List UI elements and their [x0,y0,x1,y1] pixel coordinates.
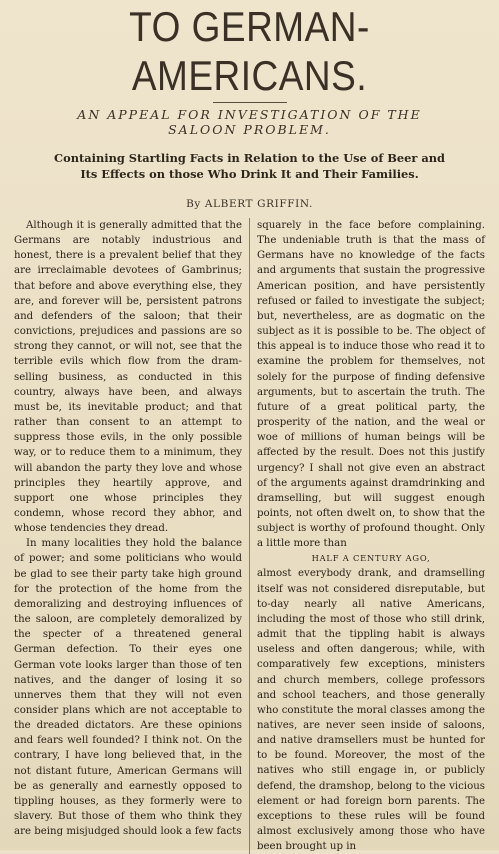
left-paragraph-1: Although it is generally admitted that the Germans are notably industrious and honest, there is a prevalent belief that they are irreclaimable devotees of Gambrinus; that before and above everything else, they are, and forever will be, persistent patrons and defenders of the saloon; that their convictions, prejudices and passions are so strong they cannot, or will not, see that the terrible evils which flow from the dram-selling business, as conducted in this country, always have been, and always must be, its inevitable product; and that rather than consent to an attempt to suppress those evils, in the only possible way, or to reduce them to a minimum, they will abandon the party they love and whose principles they heartily approve, and support one whose principles they condemn, whose record they abhor, and whose tendencies they dread. [14,220,242,535]
subtitle [14,107,485,137]
tagline-line-1: Containing Startling Facts in Relation to the Use of Beer and [54,151,445,165]
tagline-line-2: Its Effects on those Who Drink It and Their Families. [80,167,419,181]
document-title: TO GERMAN-AMERICANS. [129,3,370,100]
right-paragraph-1: squarely in the face before complaining. The undeniable truth is that the mass of Germans have no knowledge of the facts and arguments that sustain the progressive American position, and have persistently refused or failed to investigate the subject; but, nevertheless, are as dogmatic on the subject as it is possible to be. The object of this appeal is to induce those who read it to examine the problem for themselves, not solely for the purpose of finding defensive arguments, but to ascertain the truth. The future of a great political party, the prosperity of the nation, and the weal or woe of millions of human beings will be affected by the result. Does not this justify urgency? I shall not give even an abstract of the arguments against dramdrinking and dramselling, but will suggest enough points, not often dwelt on, to show that the subject is worthy of profound thought. Only a little more than [257,220,485,550]
right-paragraph-2: almost everybody drank, and dramselling itself was not considered disreputable, but to-day nearly all native Americans, including the most of those who still drink, admit that the tippling habit is always useless and often dangerous; while, with comparatively few exceptions, ministers and church members, college professors and school teachers, and those generally who constitute the moral classes among the natives, are never seen inside of saloons, and native dramsellers must be hunted for to be found. Moreover, the most of the natives who still engage in, or publicly defend, the dramshop, belong to the vicious element or had foreign born parents. The exceptions to these rules will be found almost exclusively among those who have been brought up in [257,568,485,853]
column-divider [249,218,250,854]
right-column [257,218,485,854]
author-byline: By ALBERT GRIFFIN. [186,198,313,210]
title-rule [213,102,287,103]
subtitle-line-2: SALOON PROBLEM. [168,122,331,137]
article-columns [14,218,485,854]
left-column [14,218,242,854]
tagline [14,150,485,182]
subtitle-line-1: AN APPEAL FOR INVESTIGATION OF THE [77,107,422,122]
left-paragraph-2: In many localities they hold the balance of power; and some politicians who would be glad to see their party take high ground for the protection of the home from the demoralizing and destroying influences of the saloon, are completely demoralized by the specter of a threatened general German defection. To their eyes one German vote looks larger than those of ten natives, and the danger of losing it so unnerves them that they will not even consider plans which are not acceptable to the dreaded dictators. Are these opinions and fears well founded? I think not. On the contrary, I have long believed that, in the not distant future, American Germans will be as generally and earnestly opposed to tippling houses, as they formerly were to slavery. But those of them who think they are being misjudged should look a few facts [14,538,242,838]
section-subhead: HALF A CENTURY AGO, [311,553,431,564]
